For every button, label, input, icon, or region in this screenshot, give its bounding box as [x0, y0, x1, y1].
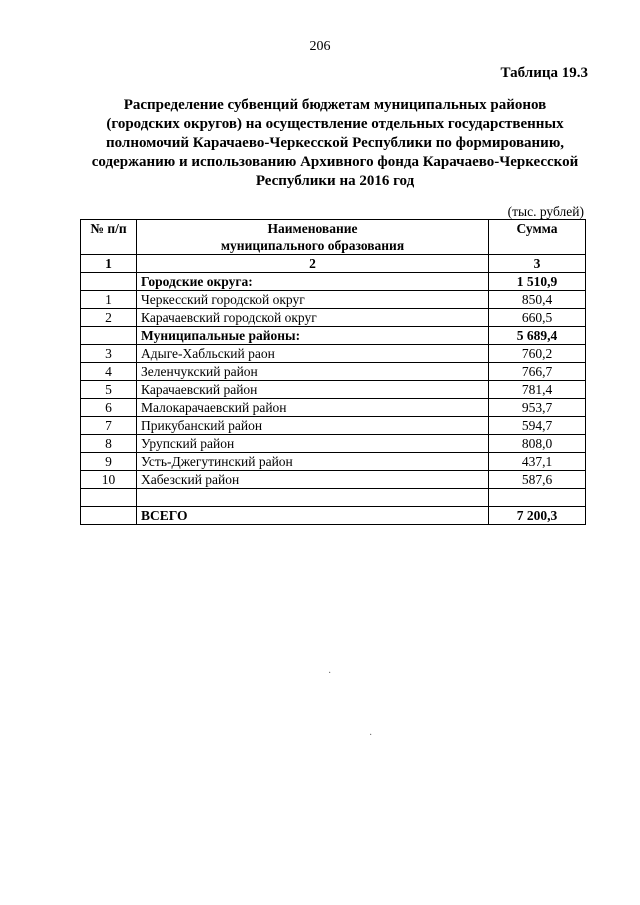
header-row: [81, 220, 586, 255]
column-number-row: [81, 255, 586, 273]
row-name: [137, 489, 489, 507]
row-name: Усть-Джегутинский район: [137, 453, 489, 471]
table-row: [81, 435, 586, 453]
scan-speck: ·: [328, 668, 332, 679]
row-number: 4: [81, 363, 137, 381]
row-name: Городские округа:: [137, 273, 489, 291]
table-row: [81, 363, 586, 381]
row-number: [81, 489, 137, 507]
row-number: 9: [81, 453, 137, 471]
table-row: [81, 309, 586, 327]
row-number: 10: [81, 471, 137, 489]
row-name: Прикубанский район: [137, 417, 489, 435]
row-sum: 766,7: [489, 363, 586, 381]
table-row: [81, 399, 586, 417]
row-sum: 5 689,4: [489, 327, 586, 345]
title-line: полномочий Карачаево-Черкесской Республики по формированию,: [105, 135, 565, 151]
row-name: ВСЕГО: [137, 507, 489, 525]
row-name: Муниципальные районы:: [137, 327, 489, 345]
row-name: Адыге-Хабльский раон: [137, 345, 489, 363]
row-sum: 594,7: [489, 417, 586, 435]
row-name: Черкесский городской округ: [137, 291, 489, 309]
row-name: Карачаевский городской округ: [137, 309, 489, 327]
row-number: 5: [81, 381, 137, 399]
table-row-empty: [81, 489, 586, 507]
row-name: Карачаевский район: [137, 381, 489, 399]
row-sum: 850,4: [489, 291, 586, 309]
header-name: [137, 220, 489, 255]
column-number: 1: [81, 255, 137, 273]
row-name: Зеленчукский район: [137, 363, 489, 381]
column-number: 2: [137, 255, 489, 273]
table-body: [81, 273, 586, 525]
table-row: [81, 471, 586, 489]
row-name: Малокарачаевский район: [137, 399, 489, 417]
table-label: Таблица 19.3: [500, 65, 588, 81]
row-number: 6: [81, 399, 137, 417]
table-row-total: [81, 327, 586, 345]
header-name-line1: Наименование: [267, 221, 358, 236]
subvention-table: [80, 219, 586, 525]
table-row: [81, 381, 586, 399]
page-number: 206: [309, 39, 331, 54]
row-number: 2: [81, 309, 137, 327]
row-sum: [489, 489, 586, 507]
column-number: 3: [489, 255, 586, 273]
units-label: (тыс. рублей): [507, 204, 584, 219]
row-sum: 437,1: [489, 453, 586, 471]
title-line: (городских округов) на осуществление отдельных государственных: [106, 116, 564, 132]
header-name-line2: муниципального образования: [220, 238, 405, 253]
document-title: [80, 96, 590, 191]
row-name: Хабезский район: [137, 471, 489, 489]
row-number: [81, 327, 137, 345]
header-sum: Сумма: [489, 220, 586, 255]
row-sum: 760,2: [489, 345, 586, 363]
row-number: [81, 507, 137, 525]
table-row: [81, 417, 586, 435]
row-sum: 660,5: [489, 309, 586, 327]
table-row: [81, 345, 586, 363]
row-sum: 953,7: [489, 399, 586, 417]
title-line: Республики на 2016 год: [255, 173, 415, 189]
row-number: 3: [81, 345, 137, 363]
title-line: содержанию и использованию Архивного фонда Карачаево-Черкесской: [91, 154, 579, 170]
table-row-total: [81, 507, 586, 525]
header-number: № п/п: [81, 220, 137, 255]
table-row-total: [81, 273, 586, 291]
row-sum: 7 200,3: [489, 507, 586, 525]
row-number: 7: [81, 417, 137, 435]
row-sum: 587,6: [489, 471, 586, 489]
table-row: [81, 291, 586, 309]
row-sum: 1 510,9: [489, 273, 586, 291]
scan-speck: ·: [369, 730, 373, 741]
row-sum: 781,4: [489, 381, 586, 399]
row-name: Урупский район: [137, 435, 489, 453]
table-row: [81, 453, 586, 471]
row-number: 1: [81, 291, 137, 309]
title-line: Распределение субвенций бюджетам муниципальных районов: [123, 97, 547, 113]
row-sum: 808,0: [489, 435, 586, 453]
row-number: [81, 273, 137, 291]
row-number: 8: [81, 435, 137, 453]
